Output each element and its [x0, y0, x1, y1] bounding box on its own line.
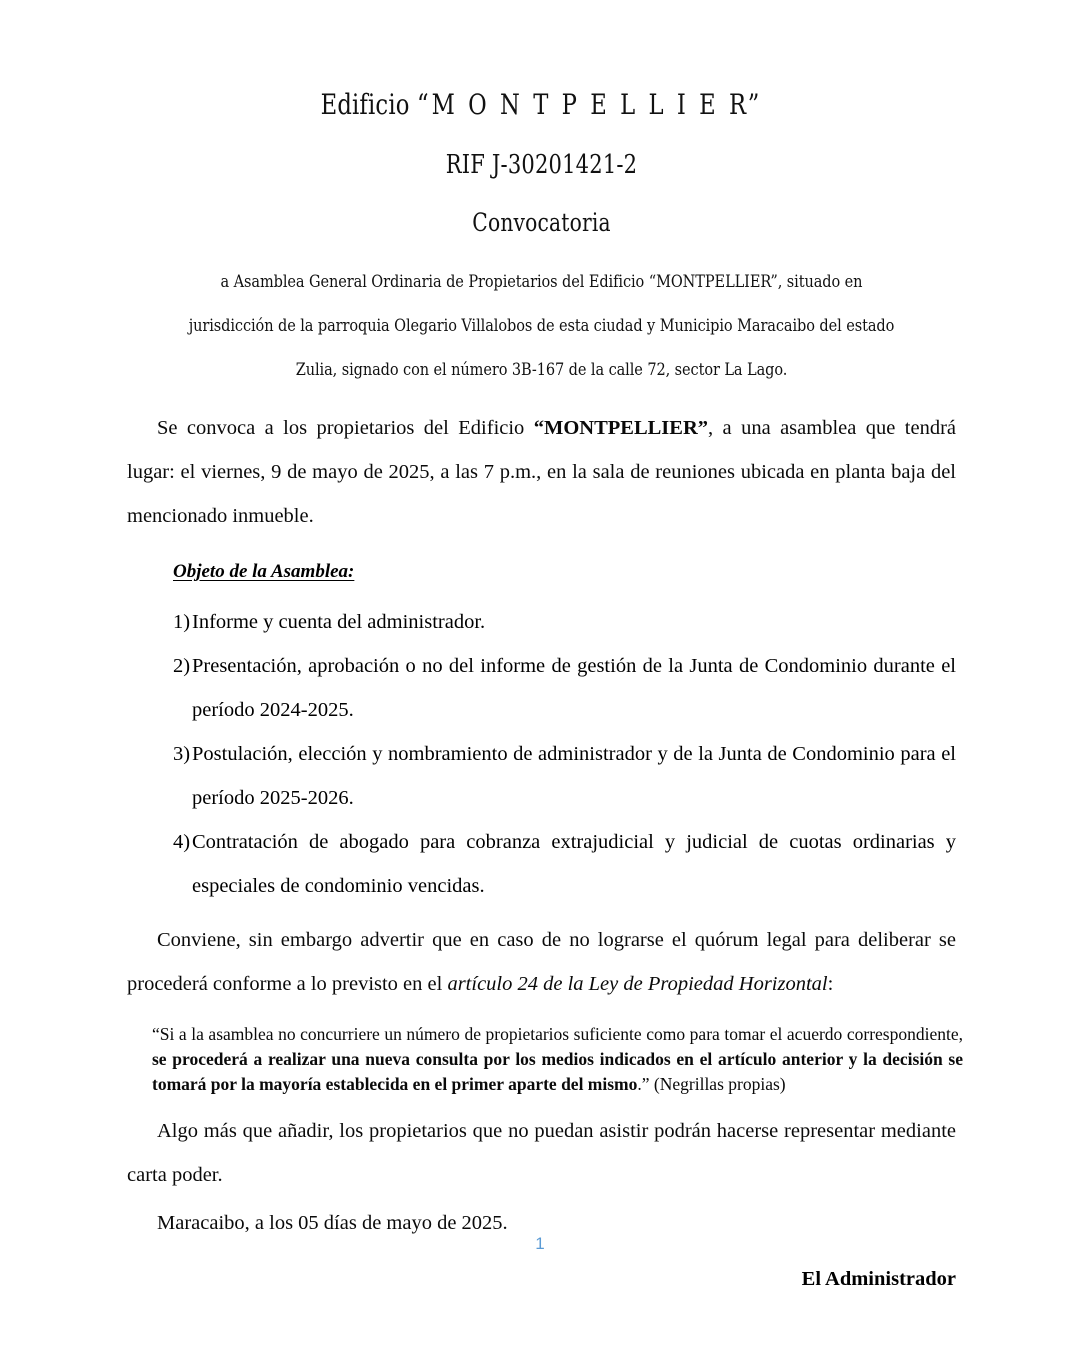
list-item	[127, 732, 956, 820]
quote-tail-text: .” (Negrillas propias)	[637, 1074, 786, 1094]
convocation-text-part1: Se convoca a los propietarios del Edificio	[157, 417, 534, 439]
document-type-title: Convocatoria	[472, 208, 611, 237]
signature-line: El Administrador	[801, 1268, 956, 1290]
agenda-list	[127, 600, 956, 908]
list-item	[127, 820, 956, 908]
law-reference: artículo 24 de la Ley de Propiedad Horizontal	[447, 973, 828, 995]
page-title-building	[168, 88, 914, 122]
list-item-marker: 4)	[173, 831, 191, 853]
law-quote-block	[152, 1022, 963, 1097]
list-item-label: Presentación, aprobación o no del informe de gestión de la Junta de Condominio durante el período 2024-2025.	[192, 655, 956, 721]
building-prefix: Edificio	[320, 88, 417, 121]
list-item-marker: 2)	[173, 655, 191, 677]
quorum-paragraph	[127, 918, 956, 1006]
representation-paragraph: Algo más que añadir, los propietarios que no puedan asistir podrán hacerse representar mediante carta poder.	[127, 1120, 956, 1186]
quorum-text-part1: Conviene, sin embargo advertir que en caso de no lograrse el quórum legal para deliberar se procederá conforme a lo previsto en el	[127, 929, 956, 995]
convocation-paragraph	[127, 406, 956, 538]
convocation-building-name: “MONTPELLIER”	[533, 417, 709, 439]
quorum-text-part2: :	[827, 973, 834, 995]
list-item-label: Informe y cuenta del administrador.	[192, 611, 486, 633]
list-item-label: Contratación de abogado para cobranza extrajudicial y judicial de cuotas ordinarias y especiales de condominio vencidas.	[192, 831, 956, 897]
intro-paragraph: a Asamblea General Ordinaria de Propietarios del Edificio “MONTPELLIER”, situado en jurisdicción de la parroquia Olegario Villalobos de esta ciudad y Municipio Maracaibo del estado Zulia, signado con el número 3B-167 de la calle 72, sector La Lago.	[188, 272, 895, 379]
page-number: 1	[535, 1234, 545, 1253]
list-item-label: Postulación, elección y nombramiento de administrador y de la Junta de Condominio para el período 2025-2026.	[192, 743, 956, 809]
agenda-heading: Objeto de la Asamblea:	[173, 561, 355, 582]
list-item-marker: 1)	[173, 611, 191, 633]
quote-lead-text: “Si a la asamblea no concurriere un número de propietarios suficiente como para tomar el acuerdo correspondiente,	[152, 1024, 963, 1044]
document-body	[127, 88, 963, 1301]
place-date-paragraph: Maracaibo, a los 05 días de mayo de 2025.	[157, 1212, 508, 1234]
list-item	[127, 600, 956, 644]
list-item	[127, 644, 956, 732]
rif-number: RIF J-30201421-2	[445, 150, 638, 180]
convocation-text-part2: , a una asamblea que tendrá lugar: el viernes, 9 de mayo de 2025, a las 7 p.m., en la sala de reuniones ubicada en planta baja del mencionado inmueble.	[127, 417, 956, 527]
building-name: “M O N T P E L L I E R”	[416, 88, 763, 121]
quote-bold-text: se procederá a realizar una nueva consulta por los medios indicados en el artículo anterior y la decisión se tomará por la mayoría establecida en el primer aparte del mismo	[152, 1049, 963, 1094]
list-item-marker: 3)	[173, 743, 191, 765]
